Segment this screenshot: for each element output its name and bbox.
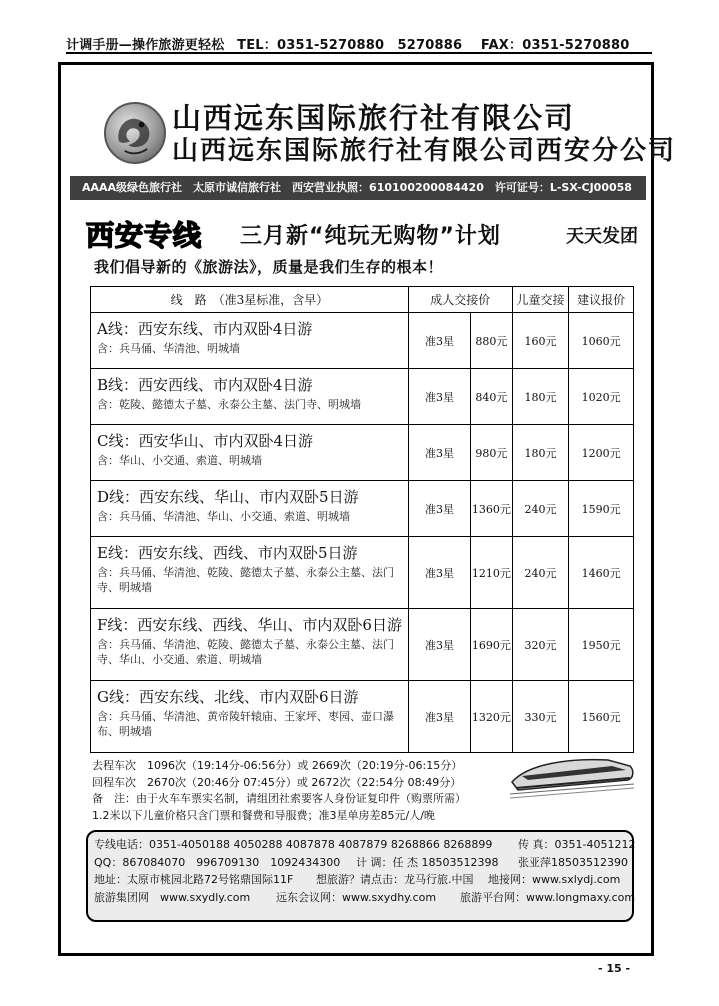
adult-price: 1690元 — [471, 609, 513, 681]
meeting-website-link[interactable]: 远东会议网：www.sxydhy.com — [276, 890, 437, 904]
hotel-standard: 准3星 — [408, 481, 470, 537]
suggested-price: 1950元 — [569, 609, 634, 681]
adult-price: 840元 — [471, 369, 513, 425]
header-adult: 成人交接价 — [408, 287, 512, 313]
hotel-standard: 准3星 — [408, 537, 470, 609]
hotel-standard: 准3星 — [408, 609, 470, 681]
page-number: - 15 - — [598, 962, 631, 975]
company-name-main: 山西远东国际旅行社有限公司 — [172, 101, 576, 135]
route-sites: 含：兵马俑、华清池、黄帝陵轩辕庙、王家坪、枣园、壶口瀑布、明城墙 — [97, 710, 394, 738]
route-title: F线：西安东线、西线、华山、市内双卧6日游 — [97, 616, 402, 634]
platform-website-link[interactable]: 旅游平台网：www.longmaxy.com — [460, 890, 636, 904]
route-sites: 含：兵马俑、华清池、乾陵、懿德太子墓、永泰公主墓、法门寺、明城墙 — [97, 566, 394, 594]
table-row — [91, 537, 634, 609]
promo-link[interactable]: 想旅游？请点击：龙马行旅.中国 — [316, 873, 474, 886]
adult-price: 1360元 — [471, 481, 513, 537]
adult-price: 1320元 — [471, 681, 513, 753]
adult-price: 1210元 — [471, 537, 513, 609]
group-website-link[interactable]: 旅游集团网 www.sxydly.com — [94, 890, 251, 904]
adult-price: 980元 — [471, 425, 513, 481]
ticket-note: 备 注：由于火车车票实名制，请组团社索要客人身份证复印件（购票所需） — [92, 792, 466, 805]
tagline: 我们倡导新的《旅游法》，质量是我们生存的根本！ — [94, 258, 444, 276]
table-row — [91, 425, 634, 481]
header-suggested: 建议报价 — [569, 287, 634, 313]
header-route: 线 路 （准3星标准，含早） — [91, 287, 409, 313]
header-fax: FAX：0351-5270880 — [480, 38, 630, 53]
fax: 传 真：0351-4051212 — [518, 838, 636, 851]
table-header-row — [91, 287, 634, 313]
bullet-train-icon — [508, 744, 636, 804]
suggested-price: 1460元 — [569, 537, 634, 609]
child-price: 180元 — [512, 369, 569, 425]
suggested-price: 1020元 — [569, 369, 634, 425]
child-price: 160元 — [512, 313, 569, 369]
child-price: 240元 — [512, 537, 569, 609]
contact-line-qq — [94, 854, 626, 872]
return-train: 回程车次 2670次（20:46分 07:45分）或 2672次（22:54分 08:49分） — [92, 775, 462, 789]
route-title: E线：西安东线、西线、市内双卧5日游 — [97, 544, 358, 562]
adult-price: 880元 — [471, 313, 513, 369]
headline-daily: 天天发团 — [566, 226, 638, 247]
local-website-link[interactable]: 地接网：www.sxlydj.com — [488, 873, 621, 886]
dragon-logo-icon — [104, 102, 166, 164]
table-row — [91, 609, 634, 681]
coordinator: 计 调：任 杰 18503512398 — [356, 855, 499, 869]
route-sites: 含：兵马俑、华清池、明城墙 — [97, 342, 240, 355]
headline-plan: 三月新“纯玩无购物”计划 — [240, 224, 501, 249]
route-title: A线：西安东线、市内双卧4日游 — [97, 320, 313, 338]
coordinator-2: 张亚萍18503512390 — [518, 855, 628, 869]
route-sites: 含：兵马俑、华清池、华山、小交通、索道、明城墙 — [97, 510, 350, 523]
child-price: 180元 — [512, 425, 569, 481]
route-sites: 含：华山、小交通、索道、明城墙 — [97, 454, 262, 467]
header-child: 儿童交接 — [512, 287, 569, 313]
contact-box — [86, 830, 634, 922]
route-sites: 含：兵马俑、华清池、乾陵、懿德太子墓、永泰公主墓、法门寺、华山、小交通、索道、明城墙 — [97, 638, 394, 666]
suggested-price: 1060元 — [569, 313, 634, 369]
route-sites: 含：乾陵、懿德太子墓、永泰公主墓、法门寺、明城墙 — [97, 398, 361, 411]
hotel-standard: 准3星 — [408, 313, 470, 369]
contact-line-websites — [94, 889, 636, 907]
headline — [86, 214, 646, 254]
route-title: G线：西安东线、北线、市内双卧6日游 — [97, 688, 359, 706]
table-row — [91, 481, 634, 537]
suggested-price: 1560元 — [569, 681, 634, 753]
table-row — [91, 313, 634, 369]
hotel-standard: 准3星 — [408, 681, 470, 753]
route-title: C线：西安华山、市内双卧4日游 — [97, 432, 314, 450]
child-price: 320元 — [512, 609, 569, 681]
route-title: B线：西安西线、市内双卧4日游 — [97, 376, 313, 394]
contact-line-phone — [94, 836, 636, 854]
address: 地址：太原市桃园北路72号铭鼎国际11F — [94, 873, 294, 886]
outbound-train: 去程车次 1096次（19:14分-06:56分）或 2669次（20:19分-06:15分） — [92, 759, 463, 772]
child-price: 330元 — [512, 681, 569, 753]
license-info-bar: AAAA级绿色旅行社 太原市诚信旅行社 西安营业执照：610100200084420 许可证号：L-SX-CJ00058 — [70, 176, 646, 200]
route-title: D线：西安东线、华山、市内双卧5日游 — [97, 488, 359, 506]
hotel-standard: 准3星 — [408, 425, 470, 481]
contact-line-address — [94, 871, 626, 889]
header-slogan: 计调手册—操作旅游更轻松 — [66, 38, 225, 53]
hotline: 专线电话：0351-4050188 4050288 4087878 4087879 8268866 8268899 — [94, 838, 493, 851]
suggested-price: 1200元 — [569, 425, 634, 481]
route-price-table — [90, 286, 634, 753]
qq-numbers: QQ：867084070 996709130 1092434300 — [94, 855, 341, 869]
child-price: 240元 — [512, 481, 569, 537]
company-name-branch: 山西远东国际旅行社有限公司西安分公司 — [172, 136, 677, 166]
child-price-note: 1.2米以下儿童价格只含门票和餐费和导服费；准3星单房差85元/人/晚 — [92, 808, 435, 822]
table-row — [91, 681, 634, 753]
suggested-price: 1590元 — [569, 481, 634, 537]
header-bar — [66, 34, 652, 54]
hotel-standard: 准3星 — [408, 369, 470, 425]
header-tel: TEL：0351-5270880 5270886 — [237, 38, 463, 53]
headline-main: 西安专线 — [86, 219, 203, 252]
table-row — [91, 369, 634, 425]
